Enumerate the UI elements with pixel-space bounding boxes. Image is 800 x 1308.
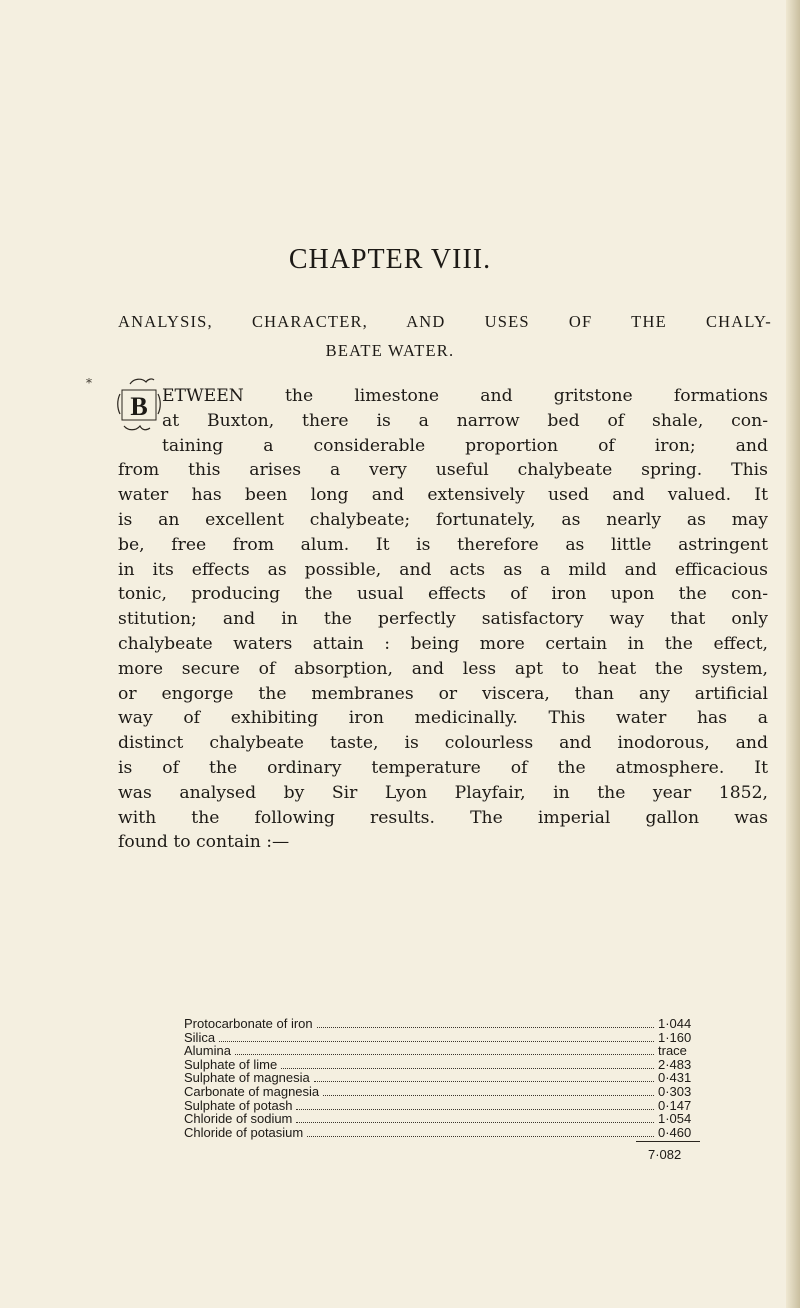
body-line: taining a considerable proportion of iron; and [162, 435, 768, 456]
dot-leader [323, 1094, 654, 1096]
body-line: more secure of absorption, and less apt to heat the system, [118, 658, 768, 679]
substance-name: Sulphate of lime [184, 1056, 278, 1072]
body-line: was analysed by Sir Lyon Playfair, in the year 1852, [118, 782, 768, 803]
analysis-table [184, 1017, 704, 1139]
total-value: 7·082 [648, 1147, 682, 1162]
substance-name: Alumina [184, 1043, 231, 1059]
body-line: tonic, producing the usual effects of iron upon the con- [118, 584, 768, 605]
substance-value: 1·160 [658, 1029, 692, 1045]
body-line: at Buxton, there is a narrow bed of shale, con- [162, 410, 768, 431]
substance-name: Chloride of potasium [184, 1124, 304, 1140]
table-row [184, 1099, 704, 1113]
chapter-title: CHAPTER VIII. [288, 244, 492, 275]
body-line: ETWEEN the limestone and gritstone formations [162, 386, 768, 406]
body-line: is of the ordinary temperature of the atmosphere. It [118, 758, 768, 778]
body-line: be, free from alum. It is therefore as little astringent [118, 534, 768, 555]
table-row [184, 1044, 704, 1058]
table-row [184, 1058, 704, 1072]
substance-name: Sulphate of magnesia [184, 1070, 310, 1086]
page-edge [786, 0, 800, 1308]
body-line: water has been long and extensively used and valued. It [118, 485, 768, 506]
table-row [184, 1071, 704, 1085]
substance-value: 0·147 [658, 1097, 692, 1113]
body-line: distinct chalybeate taste, is colourless and inodorous, and [118, 733, 768, 754]
body-line: or engorge the membranes or viscera, than any artificial [118, 683, 768, 704]
drop-cap-letter: B [130, 392, 148, 421]
substance-value: 0·431 [658, 1070, 692, 1086]
substance-value: trace [658, 1043, 687, 1059]
body-line: way of exhibiting iron medicinally. This water has a [118, 708, 768, 729]
chapter-subtitle-line-1: ANALYSIS, CHARACTER, AND USES OF THE CHALY- [118, 312, 772, 331]
body-line: with the following results. The imperial gallon was [118, 807, 768, 828]
table-row [184, 1017, 704, 1031]
substance-value: 0·303 [658, 1083, 692, 1099]
dot-leader [307, 1135, 654, 1137]
substance-name: Sulphate of potash [184, 1097, 293, 1113]
body-line: is an excellent chalybeate; fortunately, as nearly as may [118, 510, 768, 530]
substance-name: Chloride of sodium [184, 1111, 293, 1127]
substance-name: Protocarbonate of iron [184, 1016, 313, 1031]
chapter-subtitle-line-2: BEATE WATER. [325, 341, 455, 360]
table-row [184, 1031, 704, 1045]
dot-leader [317, 1026, 654, 1028]
margin-mark: * [86, 376, 92, 390]
drop-cap-ornament [116, 376, 162, 432]
body-line: stitution; and in the perfectly satisfactory way that only [118, 609, 768, 630]
body-line: from this arises a very useful chalybeate spring. This [118, 460, 768, 481]
dot-leader [296, 1108, 654, 1110]
substance-value: 1·044 [658, 1016, 692, 1031]
total-rule [636, 1141, 700, 1142]
table-row [184, 1112, 704, 1126]
substance-value: 2·483 [658, 1056, 692, 1072]
dot-leader [281, 1067, 654, 1069]
body-line: chalybeate waters attain : being more certain in the effect, [118, 634, 768, 654]
substance-value: 0·460 [658, 1124, 692, 1140]
dot-leader [219, 1040, 654, 1042]
dot-leader [314, 1080, 654, 1082]
body-line: in its effects as possible, and acts as a mild and efficacious [118, 559, 768, 580]
table-row [184, 1126, 704, 1140]
dot-leader [296, 1121, 654, 1123]
table-row [184, 1085, 704, 1099]
substance-value: 1·054 [658, 1111, 692, 1127]
dot-leader [235, 1053, 654, 1055]
substance-name: Silica [184, 1029, 216, 1045]
body-line: found to contain :— [118, 832, 290, 853]
substance-name: Carbonate of magnesia [184, 1083, 320, 1099]
